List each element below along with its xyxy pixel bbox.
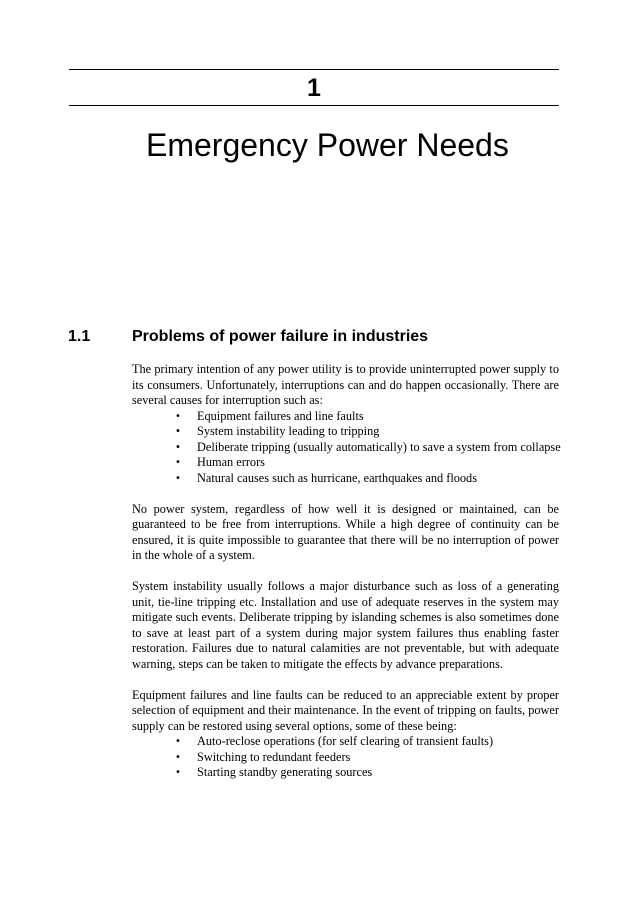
paragraph-spacer [132,564,559,580]
list-item [132,409,559,425]
causes-list [132,409,559,487]
list-item-text: Equipment failures and line faults [197,408,364,423]
list-item-text: Deliberate tripping (usually automatically) to save a system from collapse [197,439,561,454]
chapter-number: 1 [307,74,321,102]
list-item-text: Human errors [197,455,265,469]
restoration-options-list [132,734,559,781]
chapter-title: Emergency Power Needs [146,127,509,163]
paragraph-system-instability: System instability usually follows a major disturbance such as loss of a generating unit, tie-line tripping etc. Installation and use of adequate reserves in the system may mitigate such events. Deliberate tripping by islanding schemes is also sometimes done to save at least part of a system during major system failures thus enabling faster restoration. Failures due to natural calamities are not preventable, but with adequate warning, steps can be taken to mitigate the effects by advance preparations. [132,579,559,671]
bullet-icon: • [175,426,181,437]
bullet-icon: • [175,751,181,763]
list-item [132,455,559,471]
bullet-icon: • [175,472,181,484]
bullet-icon: • [175,736,181,747]
bullet-icon: • [175,457,181,468]
bullet-icon: • [175,767,181,778]
section-title: Problems of power failure in industries [132,328,429,345]
paragraph-interruption-causes: The primary intention of any power utility is to provide uninterrupted power supply to its consumers. Unfortunately, interruptions can and do happen occasionally. There are several causes for interruption such as: [132,362,559,407]
paragraph-spacer [132,486,559,502]
paragraph-equipment-failures: Equipment failures and line faults can be reduced to an appreciable extent by proper selection of equipment and their maintenance. In the event of tripping on faults, power supply can be restored using several options, some of these being: [132,687,559,733]
list-item-text: Switching to redundant feeders [197,749,351,764]
list-item [132,750,559,766]
bullet-icon: • [175,410,181,422]
bullet-icon: • [175,441,181,453]
list-item-text: Natural causes such as hurricane, earthquakes and floods [197,470,477,485]
list-item [132,765,559,781]
list-item-text: System instability leading to tripping [197,424,380,438]
list-item [132,440,559,456]
chapter-bottom-rule [69,105,559,106]
paragraph-spacer [132,672,559,688]
chapter-top-rule [69,69,559,70]
list-item [132,734,559,750]
section-number: 1.1 [68,328,91,345]
paragraph-no-guarantee: No power system, regardless of how well it is designed or maintained, can be guaranteed to be free from interruptions. While a high degree of continuity can be ensured, it is quite impossible to guarantee that there will be no interruption of power in the whole of a system. [132,501,559,562]
list-item-text: Auto-reclose operations (for self clearing of transient faults) [197,734,494,748]
section-body [132,362,559,781]
list-item [132,471,559,487]
list-item [132,424,559,440]
list-item-text: Starting standby generating sources [197,765,373,779]
